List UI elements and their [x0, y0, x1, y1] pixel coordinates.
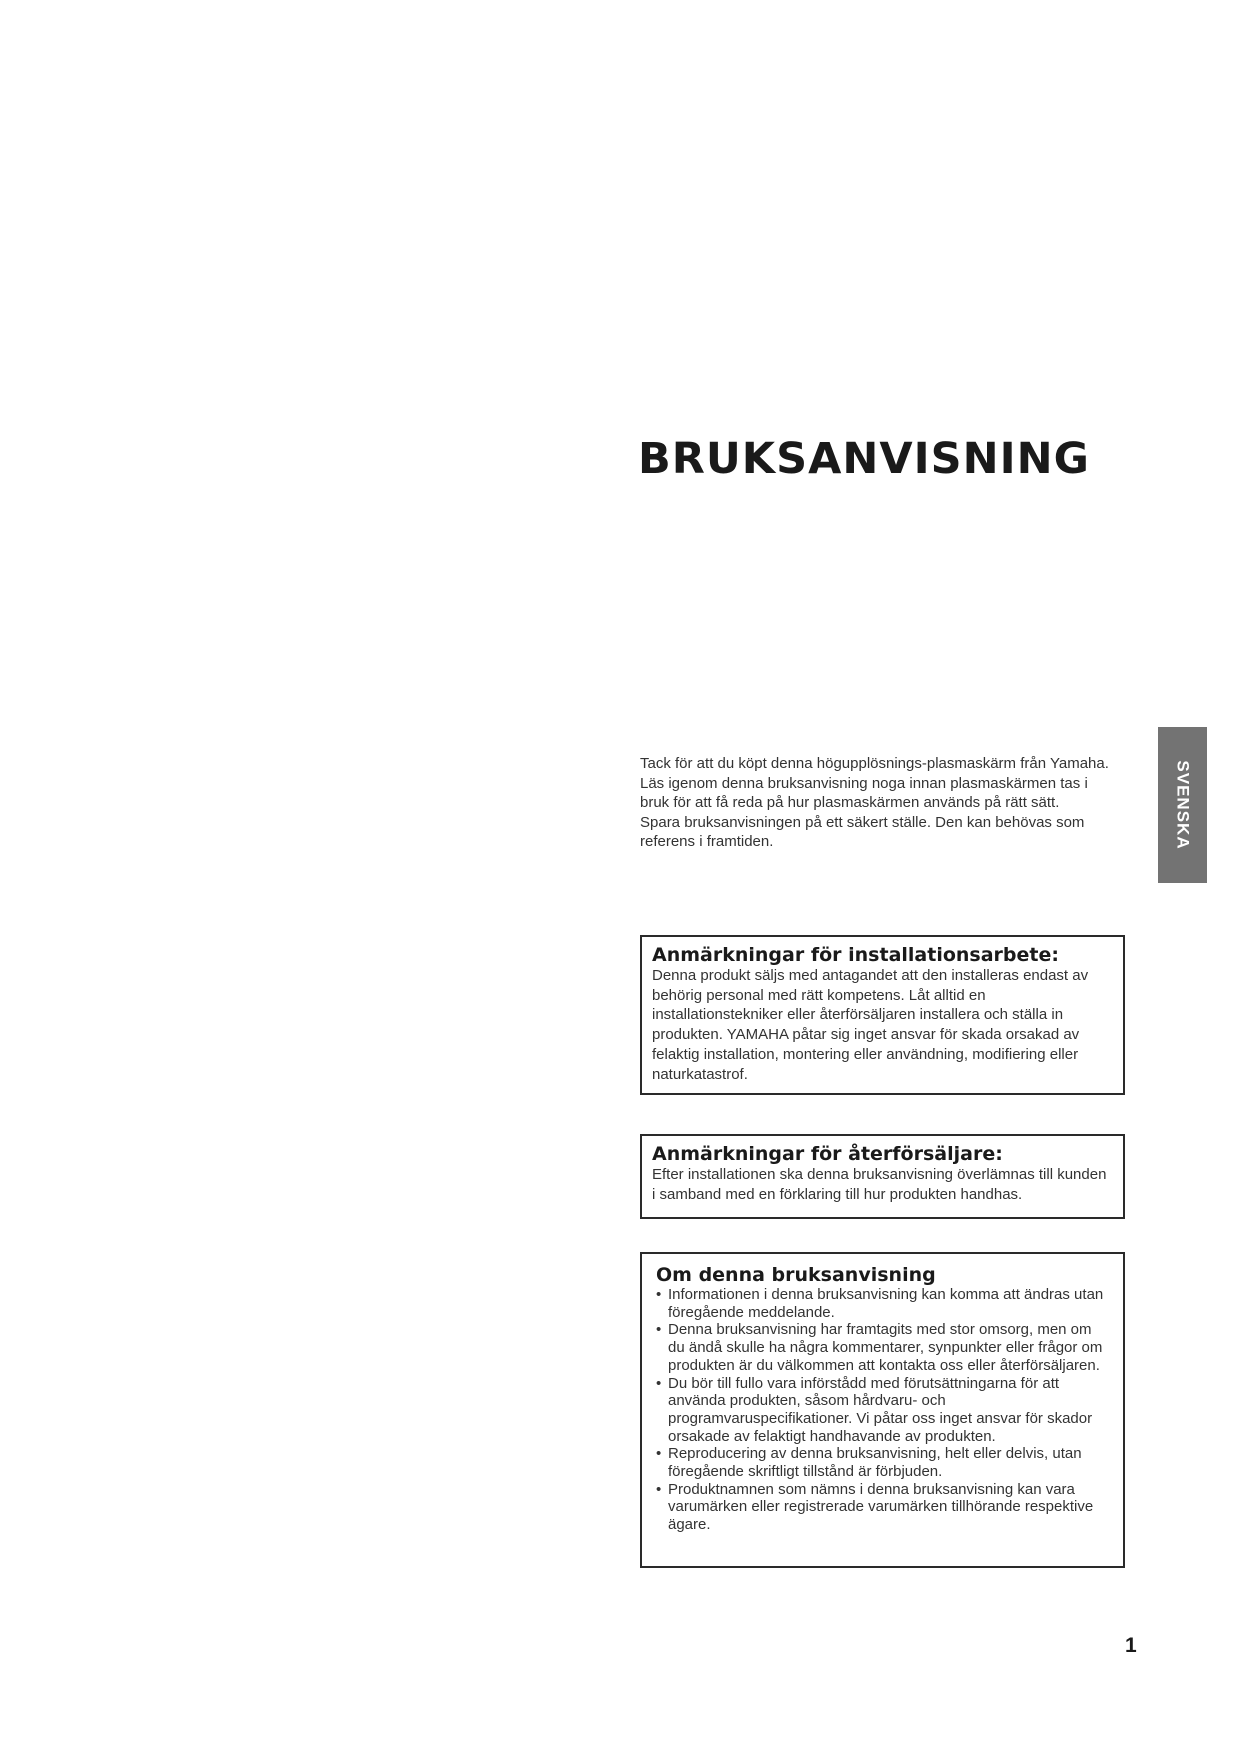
dealer-notice-heading: Anmärkningar för återförsäljare: — [652, 1143, 1003, 1165]
language-tab — [1158, 727, 1207, 883]
list-item: • Reproducering av denna bruksanvisning, helt eller delvis, utan föregående skriftligt tillstånd är förbjuden. — [656, 1445, 1111, 1480]
intro-paragraph: Tack för att du köpt denna högupplösnings-plasmaskärm från Yamaha. — [640, 755, 1109, 772]
about-manual-box — [640, 1252, 1125, 1568]
installation-notice-heading: Anmärkningar för installationsarbete: — [652, 944, 1059, 966]
intro-paragraph: Spara bruksanvisningen på ett säkert ställe. Den kan behövas som referens i framtiden. — [640, 813, 1085, 851]
intro-section — [640, 754, 1120, 852]
intro-paragraph: Läs igenom denna bruksanvisning noga innan plasmaskärmen tas i bruk för att få reda på hur plasmaskärmen används på rätt sätt. — [640, 774, 1088, 812]
language-tab-label: SVENSKA — [1173, 760, 1193, 850]
installation-notice-box — [640, 935, 1125, 1095]
about-manual-heading: Om denna bruksanvisning — [656, 1264, 936, 1286]
page-title: BRUKSANVISNING — [638, 434, 1090, 484]
dealer-notice-body: Efter installationen ska denna bruksanvisning överlämnas till kunden i samband med en förklaring till hur produkten handhas. — [652, 1166, 1107, 1203]
dealer-notice-box — [640, 1134, 1125, 1219]
list-item: • Denna bruksanvisning har framtagits med stor omsorg, men om du ändå skulle ha några kommentarer, synpunkter eller frågor om produkten är du välkommen att kontakta oss eller återförsäljaren. — [656, 1321, 1111, 1374]
about-manual-list — [656, 1286, 1111, 1534]
page-number: 1 — [1125, 1634, 1137, 1657]
list-item: • Informationen i denna bruksanvisning kan komma att ändras utan föregående meddelande. — [656, 1286, 1111, 1321]
installation-notice-body: Denna produkt säljs med antagandet att den installeras endast av behörig personal med rätt kompetens. Låt alltid en installationstekniker eller återförsäljaren installera och ställa in produkten. YAMAHA påtar sig inget ansvar för skada orsakad av felaktig installation, montering eller användning, modifiering eller naturkatastrof. — [652, 967, 1089, 1083]
list-item: • Produktnamnen som nämns i denna bruksanvisning kan vara varumärken eller registrerade varumärken tillhörande respektive ägare. — [656, 1481, 1111, 1534]
list-item: • Du bör till fullo vara införstådd med förutsättningarna för att använda produkten, såsom hårdvaru- och programvaruspecifikationer. Vi påtar oss inget ansvar för skador orsakade av felaktigt handhavande av produkten. — [656, 1375, 1111, 1446]
